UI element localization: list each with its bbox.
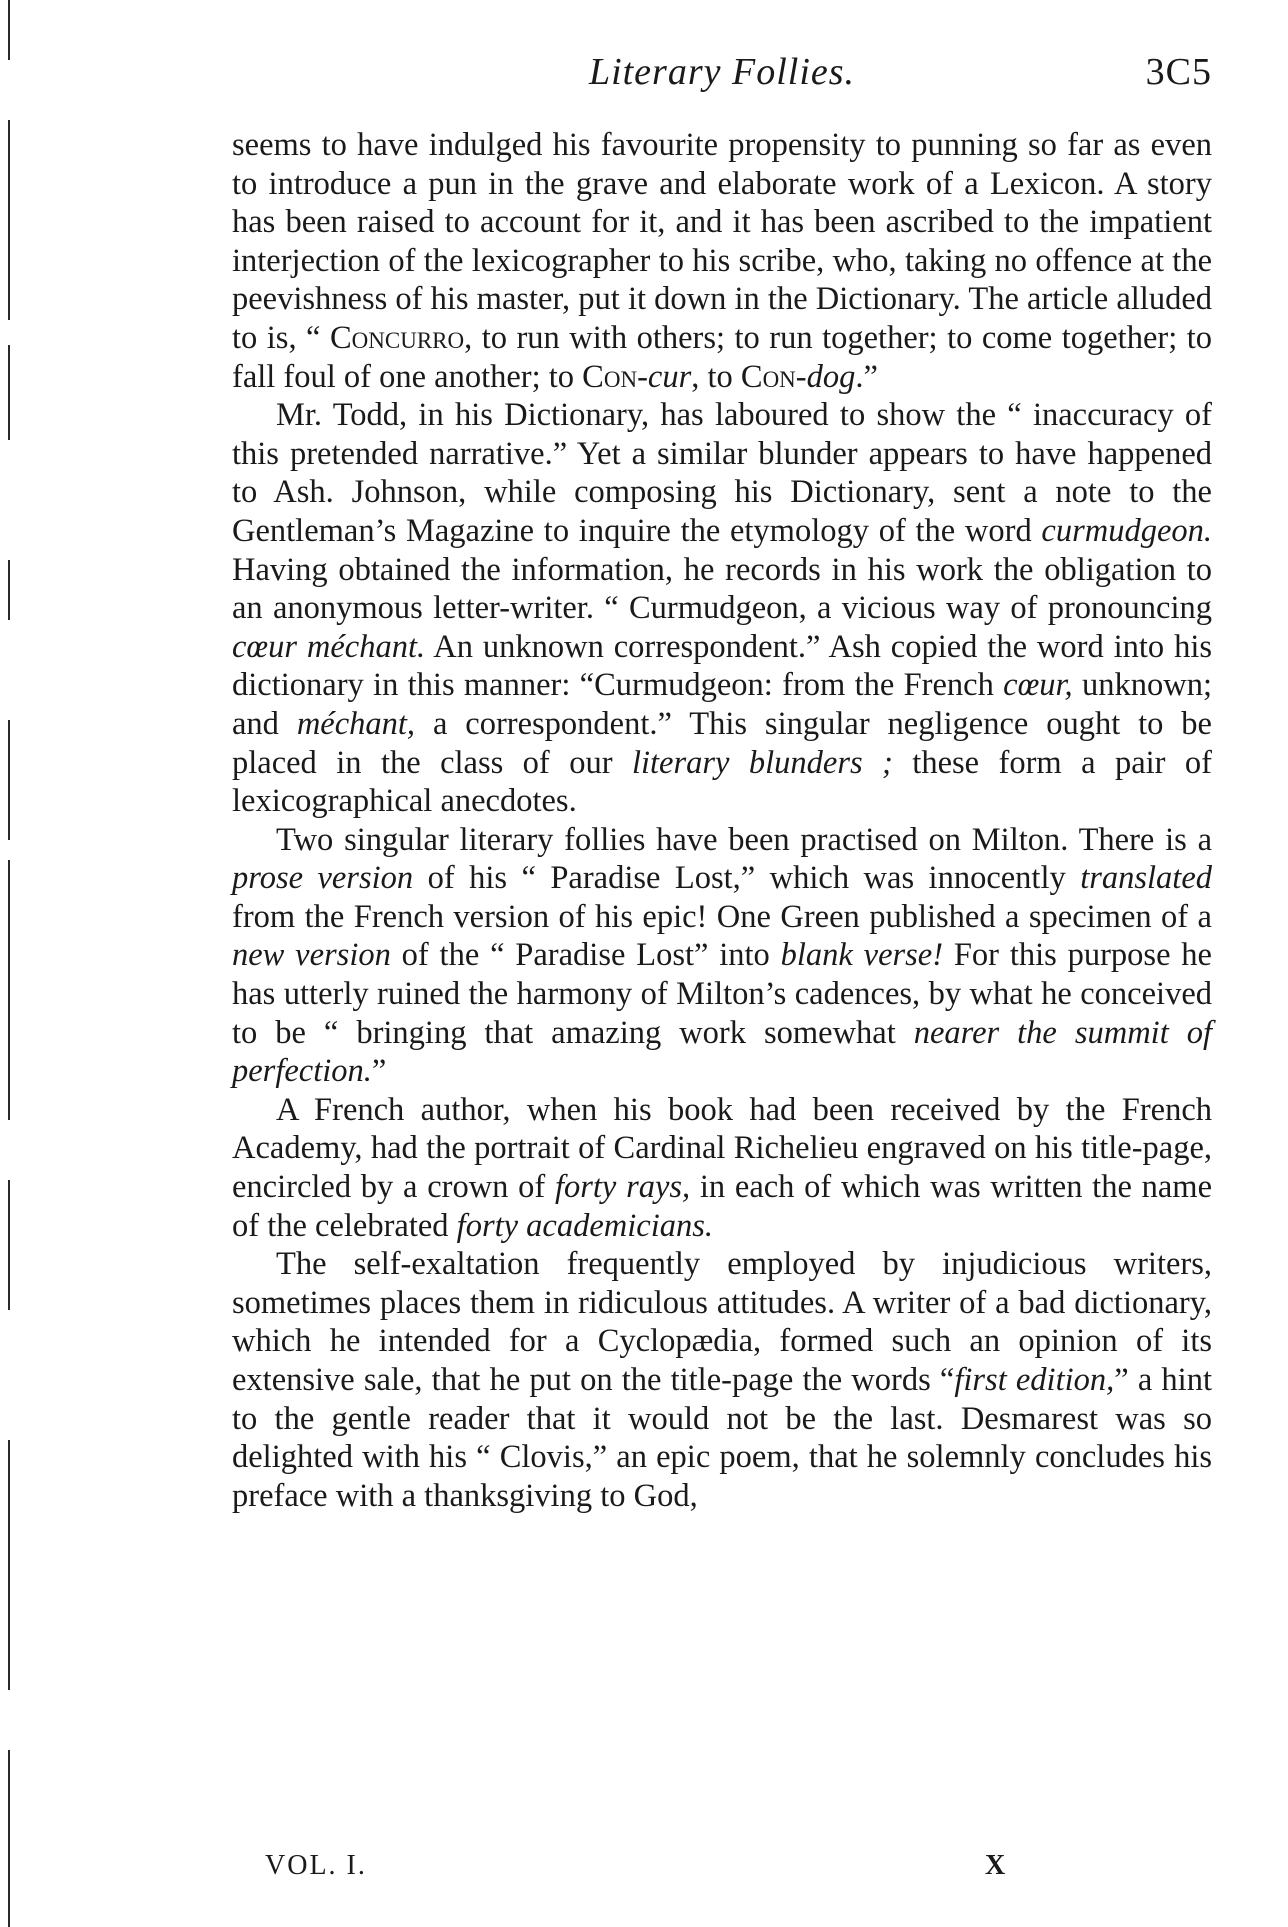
small-caps-run: Con bbox=[740, 358, 796, 395]
italic-run: translated bbox=[1080, 860, 1212, 897]
page-header bbox=[232, 50, 1212, 98]
small-caps-run: Concurro bbox=[329, 319, 465, 356]
edge-line bbox=[8, 0, 10, 60]
signature-mark: VOL. I. bbox=[265, 1850, 367, 1881]
text-run: , to run with others; to run together; to come together; to fall foul of one another; to bbox=[232, 319, 1212, 395]
edge-line bbox=[8, 120, 10, 320]
text-run: of his “ Paradise Lost,” which was innocently bbox=[413, 860, 1081, 897]
italic-run: first edition, bbox=[954, 1362, 1115, 1398]
italic-run: cur bbox=[647, 358, 692, 395]
text-run: in each of which was written the name of the celebrated bbox=[232, 1169, 1212, 1244]
page-footer bbox=[265, 1850, 1065, 1890]
edge-line bbox=[8, 1440, 10, 1690]
paragraph-1 bbox=[232, 126, 1212, 396]
text-run: Having obtained the information, he records in his work the obligation to an anonymous letter-writer. “ Curmudgeon, a vicious way of pronouncing bbox=[232, 551, 1212, 627]
text-run: - bbox=[795, 358, 807, 395]
text-run: The self-exaltation frequently employed by injudicious writers, sometimes places them in ridiculous attitudes. A writer of a bad dictionary, which he intended for a Cyclopædia, formed such an opinion of its extensive sale, that he put on the title-page the words “ bbox=[232, 1246, 1212, 1398]
italic-run: blank verse! bbox=[780, 937, 944, 974]
text-run: seems to have indulged his favourite propensity to punning so far as even to introduce a pun in the grave and elaborate work of a Lexicon. A story has been raised to account for it, and it has been ascribed to the impatient interjection of the lexicographer to his scribe, who, taking no offence at the peevishness of his master, put it down in the Dictionary. The article alluded to is, “ bbox=[232, 127, 1212, 356]
italic-run: dog bbox=[806, 358, 856, 395]
text-run: these form a pair of lexicographical anecdotes. bbox=[232, 744, 1213, 820]
running-title: Literary Follies. bbox=[588, 51, 856, 93]
italic-run: forty rays, bbox=[554, 1169, 691, 1206]
italic-run: nearer the summit of perfection. bbox=[232, 1014, 1212, 1090]
text-run: ” bbox=[371, 1053, 387, 1090]
text-run: of the “ Paradise Lost” into bbox=[390, 937, 781, 974]
text-run: Mr. Todd, in his Dictionary, has laboured to show the “ inaccuracy of this pretended narrative.” Yet a similar blunder appears to have happened to Ash. Johnson, while composing his Dictionary, sent a note to the Gentleman’s Magazine to inquire the etymology of the word bbox=[232, 397, 1212, 549]
italic-run: curmudgeon. bbox=[1041, 512, 1212, 549]
edge-line bbox=[8, 345, 10, 440]
text-run: unknown; and bbox=[232, 667, 1212, 742]
italic-run: new version bbox=[232, 937, 391, 974]
text-run: - bbox=[637, 358, 648, 395]
edge-line bbox=[8, 1750, 10, 1927]
italic-run: méchant, bbox=[296, 705, 416, 742]
edge-line bbox=[8, 720, 10, 840]
text-run: a correspondent.” This singular negligence ought to be placed in the class of our bbox=[232, 705, 1212, 781]
text-run: An unknown correspondent.” Ash copied the word into his dictionary in this manner: “Curmudgeon: from the French bbox=[232, 628, 1213, 704]
edge-line bbox=[8, 1180, 10, 1310]
gathering-mark: X bbox=[985, 1850, 1008, 1881]
italic-run: cœur méchant. bbox=[232, 628, 426, 665]
text-run: from the French version of his epic! One Green published a specimen of a bbox=[232, 898, 1212, 935]
page-number: 3C5 bbox=[1145, 51, 1212, 93]
paragraph-2 bbox=[232, 396, 1212, 821]
paragraph-3 bbox=[232, 821, 1212, 1091]
small-caps-run: Con bbox=[582, 358, 638, 395]
italic-run: literary blunders ; bbox=[631, 744, 893, 781]
text-run: A French author, when his book had been received by the French Academy, had the portrait of Cardinal Richelieu engraved on his title-page, encircled by a crown of bbox=[232, 1091, 1212, 1206]
text-run: .” bbox=[855, 358, 878, 395]
italic-run: prose version bbox=[232, 860, 414, 897]
text-run: ” a hint to the gentle reader that it would not be the last. Desmarest was so delighted with his “ Clovis,” an epic poem, that he solemnly concludes his preface with a thanksgiving to God, bbox=[232, 1362, 1212, 1514]
paragraph-4 bbox=[232, 1091, 1212, 1245]
body-text bbox=[232, 126, 1212, 1515]
italic-run: cœur, bbox=[1003, 667, 1073, 704]
edge-line bbox=[8, 560, 10, 620]
text-run: , to bbox=[691, 358, 741, 395]
edge-line bbox=[8, 860, 10, 1120]
italic-run: forty academicians. bbox=[456, 1207, 714, 1244]
text-run: Two singular literary follies have been practised on Milton. There is a bbox=[276, 821, 1212, 858]
text-run: For this purpose he has utterly ruined the harmony of Milton’s cadences, by what he conceived to be “ bringing that amazing work somewhat bbox=[232, 937, 1212, 1051]
paragraph-5 bbox=[232, 1245, 1212, 1515]
